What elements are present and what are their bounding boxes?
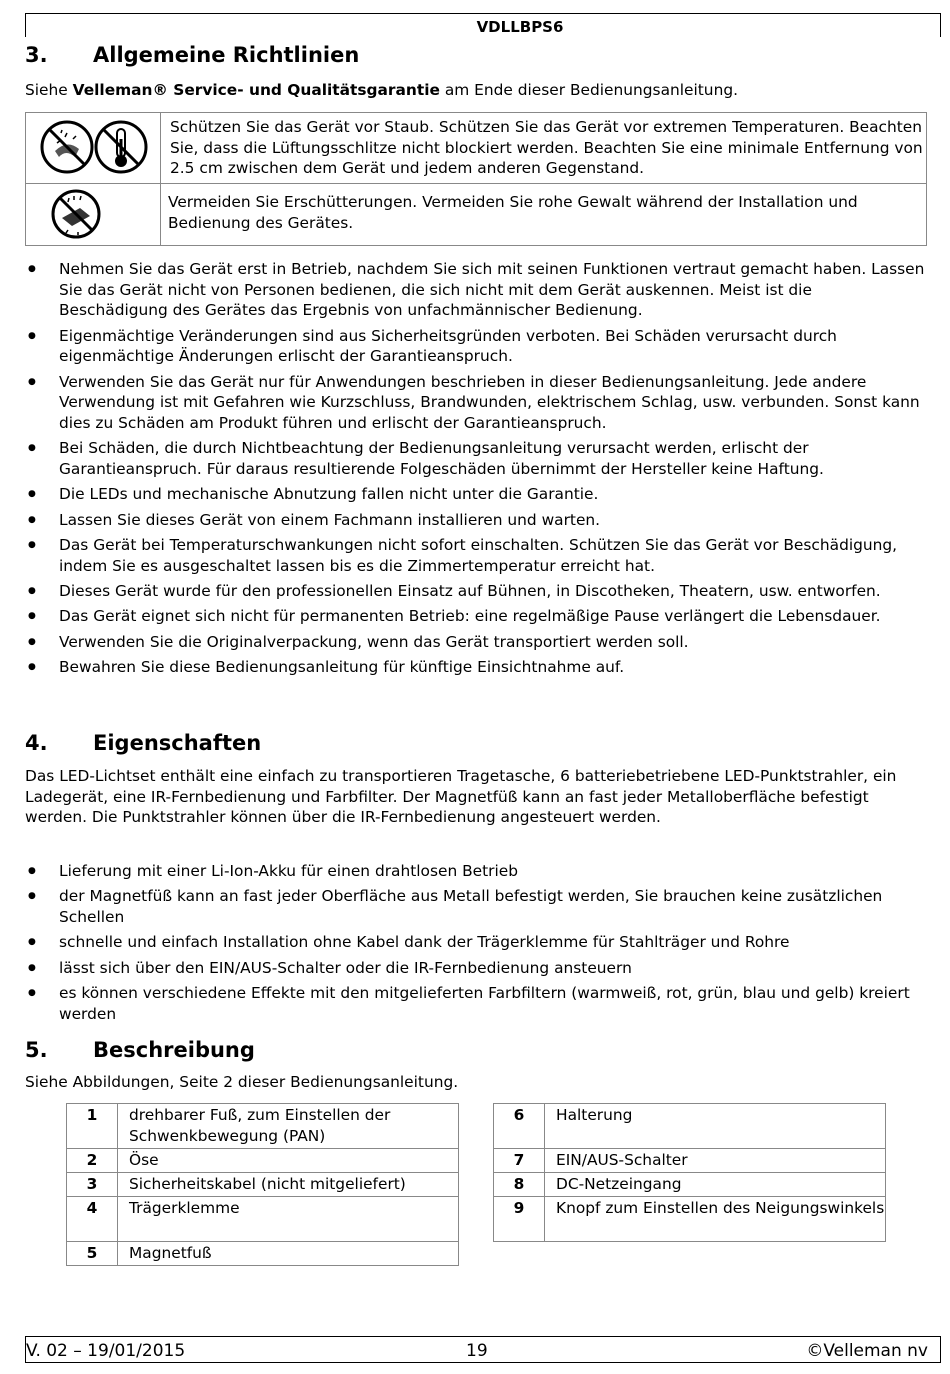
list-item: ● Lieferung mit einer Li-Ion-Akku für einen drahtlosen Betrieb xyxy=(25,861,925,882)
part-label: Trägerklemme xyxy=(118,1197,459,1242)
intro-bold: Velleman® Service- und Qualitätsgarantie xyxy=(72,81,440,99)
list-item: ● Bei Schäden, die durch Nichtbeachtung der Bedienungsanleitung verursacht werden, erlischt der Garantieanspruch. Für daraus resultierende Folgeschäden übernimmt der Hersteller keine Haftung. xyxy=(25,438,925,479)
part-number: 9 xyxy=(494,1197,545,1242)
section-3-bullets xyxy=(25,259,925,682)
section-5-heading xyxy=(25,1040,255,1061)
list-item: ● Eigenmächtige Veränderungen sind aus Sicherheitsgründen verboten. Bei Schäden verursacht durch eigenmächtige Änderungen erlischt der Garantieanspruch. xyxy=(25,326,925,367)
part-label: EIN/AUS-Schalter xyxy=(545,1149,886,1173)
part-label: drehbarer Fuß, zum Einstellen der Schwenkbewegung (PAN) xyxy=(118,1104,459,1149)
no-extreme-temperature-icon xyxy=(93,119,149,175)
section-4-bullets xyxy=(25,861,925,1029)
section-4-number: 4. xyxy=(25,731,48,755)
list-item: ● lässt sich über den EIN/AUS-Schalter oder die IR-Fernbedienung ansteuern xyxy=(25,958,925,979)
intro-suffix: am Ende dieser Bedienungsanleitung. xyxy=(439,81,738,99)
no-dust-icon xyxy=(39,119,95,175)
section-3-intro xyxy=(25,80,925,101)
part-label: Knopf zum Einstellen des Neigungswinkels xyxy=(545,1197,886,1242)
section-4-intro: Das LED-Lichtset enthält eine einfach zu transportieren Tragetasche, 6 batteriebetriebene LED-Punktstrahler, ein Ladegerät, eine IR-Fernbedienung und Farbfilter. Der Magnetfüß kann an fast jeder Metalloberfläche befestigt werden. Die Punktstrahler können über die IR-Fernbedienung angesteuert werden. xyxy=(25,767,897,827)
parts-table-left xyxy=(66,1103,459,1266)
table-row xyxy=(67,1242,459,1266)
section-5-number: 5. xyxy=(25,1038,48,1062)
warning-text-2: Vermeiden Sie Erschütterungen. Vermeiden Sie rohe Gewalt während der Installation und Bedienung des Gerätes. xyxy=(161,184,927,246)
list-item: ● Das Gerät eignet sich nicht für permanenten Betrieb: eine regelmäßige Pause verlängert die Lebensdauer. xyxy=(25,606,925,627)
section-3-heading xyxy=(25,45,359,66)
section-4-title: Eigenschaften xyxy=(93,731,262,755)
table-row xyxy=(67,1104,459,1149)
footer-copyright: ©Velleman nv xyxy=(806,1341,928,1361)
section-4-heading xyxy=(25,733,261,754)
list-item: ● Verwenden Sie das Gerät nur für Anwendungen beschrieben in dieser Bedienungsanleitung. Jede andere Verwendung ist mit Gefahren wie Kurzschluss, Brandwunden, elektrischem Schlag, usw. verbunden. Sonst kann dies zu Schäden am Produkt führen und erlischt der Garantieanspruch. xyxy=(25,372,925,434)
part-label: Magnetfuß xyxy=(118,1242,459,1266)
list-item: ● Bewahren Sie diese Bedienungsanleitung für künftige Einsichtnahme auf. xyxy=(25,657,925,678)
intro-prefix: Siehe xyxy=(25,81,73,99)
part-number: 8 xyxy=(494,1173,545,1197)
list-item: ● der Magnetfüß kann an fast jeder Oberfläche aus Metall befestigt werden, Sie brauchen keine zusätzlichen Schellen xyxy=(25,886,925,927)
parts-table-right xyxy=(493,1103,886,1242)
warning-icons-cell-2 xyxy=(26,184,161,246)
table-row xyxy=(67,1173,459,1197)
table-row xyxy=(67,1149,459,1173)
section-3-number: 3. xyxy=(25,43,48,67)
table-row xyxy=(494,1197,886,1242)
part-number: 6 xyxy=(494,1104,545,1149)
list-item: ● Verwenden Sie die Originalverpackung, wenn das Gerät transportiert werden soll. xyxy=(25,632,925,653)
part-number: 5 xyxy=(67,1242,118,1266)
part-number: 3 xyxy=(67,1173,118,1197)
footer-version: V. 02 – 19/01/2015 xyxy=(26,1341,186,1361)
part-number: 7 xyxy=(494,1149,545,1173)
table-row xyxy=(494,1104,886,1149)
footer-page-number: 19 xyxy=(466,1341,488,1361)
part-number: 1 xyxy=(67,1104,118,1149)
part-label: DC-Netzeingang xyxy=(545,1173,886,1197)
table-row xyxy=(494,1149,886,1173)
section-5-intro: Siehe Abbildungen, Seite 2 dieser Bedienungsanleitung. xyxy=(25,1073,459,1091)
section-3-title: Allgemeine Richtlinien xyxy=(93,43,360,67)
warning-icons-cell-1 xyxy=(26,113,161,184)
part-label: Öse xyxy=(118,1149,459,1173)
part-number: 2 xyxy=(67,1149,118,1173)
warning-text-1: Schützen Sie das Gerät vor Staub. Schützen Sie das Gerät vor extremen Temperaturen. Beachten Sie, dass die Lüftungsschlitze nicht blockiert werden. Beachten Sie eine minimale Entfernung von 2.5 cm zwischen dem Gerät und jedem anderen Gegenstand. xyxy=(161,113,927,184)
section-5-title: Beschreibung xyxy=(93,1038,255,1062)
part-label: Halterung xyxy=(545,1104,886,1149)
list-item: ● Die LEDs und mechanische Abnutzung fallen nicht unter die Garantie. xyxy=(25,484,925,505)
list-item: ● Dieses Gerät wurde für den professionellen Einsatz auf Bühnen, in Discotheken, Theatern, usw. entworfen. xyxy=(25,581,925,602)
part-label: Sicherheitskabel (nicht mitgeliefert) xyxy=(118,1173,459,1197)
list-item: ● Lassen Sie dieses Gerät von einem Fachmann installieren und warten. xyxy=(25,510,925,531)
part-number: 4 xyxy=(67,1197,118,1242)
table-row xyxy=(494,1173,886,1197)
page-header xyxy=(25,13,941,37)
list-item: ● es können verschiedene Effekte mit den mitgelieferten Farbfiltern (warmweiß, rot, grün, blau und gelb) kreiert werden xyxy=(25,983,925,1024)
no-shock-icon xyxy=(50,188,102,240)
header-model: VDLLBPS6 xyxy=(476,18,564,36)
warning-table xyxy=(25,112,927,246)
list-item: ● schnelle und einfach Installation ohne Kabel dank der Trägerklemme für Stahlträger und Rohre xyxy=(25,932,925,953)
list-item: ● Nehmen Sie das Gerät erst in Betrieb, nachdem Sie sich mit seinen Funktionen vertraut gemacht haben. Lassen Sie das Gerät nicht von Personen bedienen, die sich nicht mit dem Gerät auskennen. Meist ist die Beschädigung des Gerätes das Ergebnis von unfachmännischer Bedienung. xyxy=(25,259,925,321)
list-item: ● Das Gerät bei Temperaturschwankungen nicht sofort einschalten. Schützen Sie das Gerät vor Beschädigung, indem Sie es ausgeschaltet lassen bis es die Zimmertemperatur erreicht hat. xyxy=(25,535,925,576)
table-row xyxy=(67,1197,459,1242)
page-footer xyxy=(25,1336,941,1363)
